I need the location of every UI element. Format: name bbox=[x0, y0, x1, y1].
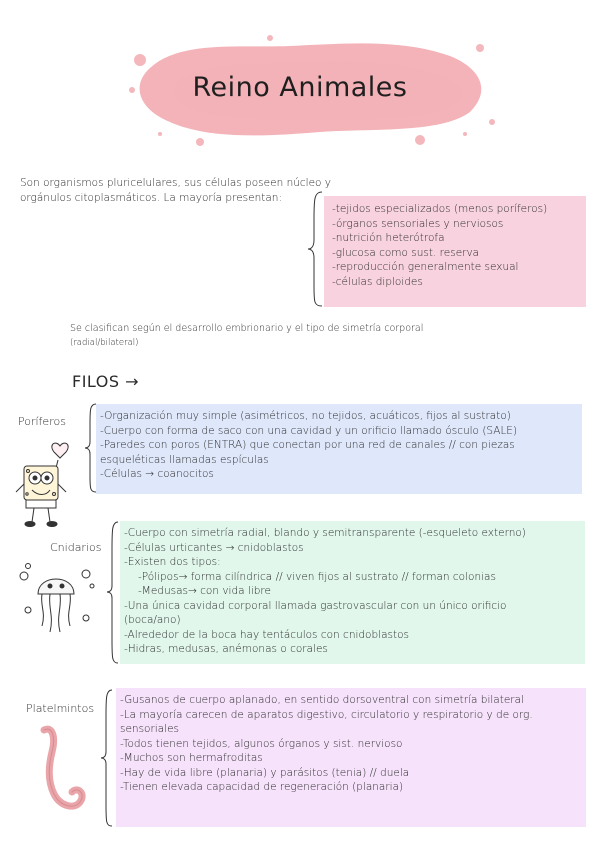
classification-text bbox=[70, 322, 490, 350]
feature-item: -tejidos especializados (menos poríferos) bbox=[332, 203, 548, 215]
classification-line: (radial/bilateral) bbox=[70, 338, 139, 348]
cnidarios-box bbox=[120, 521, 585, 664]
cnidarios-subtype: -Medusas→ con vida libre bbox=[138, 585, 271, 597]
cnidarios-line: -Hidras, medusas, anémonas o corales bbox=[124, 643, 328, 655]
phylum-label-cnidarios: Cnidarios bbox=[50, 541, 102, 554]
platelmintos-box bbox=[116, 688, 586, 827]
poriferos-line: esqueléticas llamadas espículas bbox=[100, 453, 269, 466]
cnidarios-line: (boca/ano) bbox=[124, 614, 181, 626]
feature-item: -reproducción generalmente sexual bbox=[332, 261, 519, 273]
feature-item: -nutrición heterótrofa bbox=[332, 232, 445, 244]
feature-item: -órganos sensoriales y nerviosos bbox=[332, 217, 504, 230]
platelmintos-line: -Muchos son hermafroditas bbox=[120, 752, 263, 764]
feature-item: -células diploides bbox=[332, 275, 423, 288]
intro-line: orgánulos citoplasmáticos. La mayoría presentan: bbox=[20, 191, 282, 204]
intro-line: Son organismos pluricelulares, sus células poseen núcleo y bbox=[20, 177, 332, 189]
worm-doodle-icon bbox=[30, 722, 96, 822]
platelmintos-line: -Todos tienen tejidos, algunos órganos y sist. nervioso bbox=[120, 737, 403, 750]
cnidarios-subtype: -Pólipos→ forma cilíndrica // viven fijos al sustrato // forman colonias bbox=[138, 570, 496, 583]
phylum-label-poriferos: Poríferos bbox=[18, 415, 66, 428]
poriferos-line: -Cuerpo con forma de saco con una cavidad y un orificio llamado ósculo (SALE) bbox=[100, 424, 518, 437]
cnidarios-line: -Una única cavidad corporal llamada gastrovascular con un único orificio bbox=[124, 599, 507, 612]
feature-item: -glucosa como sust. reserva bbox=[332, 246, 480, 259]
curly-brace bbox=[100, 688, 114, 828]
classification-line: Se clasifican según el desarrollo embrionario y el tipo de simetría corporal bbox=[70, 323, 424, 334]
poriferos-line: -Paredes con poros (ENTRA) que conectan por una red de canales // con piezas bbox=[100, 439, 515, 451]
cnidarios-line: -Cuerpo con simetría radial, blando y semitransparente (-esqueleto externo) bbox=[124, 527, 526, 539]
poriferos-line: -Organización muy simple (asimétricos, no tejidos, acuáticos, fijos al sustrato) bbox=[100, 410, 511, 422]
jellyfish-doodle-icon bbox=[14, 556, 100, 642]
platelmintos-line: -Tienen elevada capacidad de regeneración (planaria) bbox=[120, 781, 404, 793]
cnidarios-line: -Existen dos tipos: bbox=[124, 556, 221, 568]
platelmintos-line: -La mayoría carecen de aparatos digestivo, circulatorio y respiratorio y de org. bbox=[120, 708, 533, 721]
page-title: Reino Animales bbox=[192, 72, 408, 103]
platelmintos-line: -Gusanos de cuerpo aplanado, en sentido dorsoventral con simetría bilateral bbox=[120, 694, 524, 706]
sponge-doodle-icon bbox=[10, 436, 80, 532]
cnidarios-line: -Alrededor de la boca hay tentáculos con cnidoblastos bbox=[124, 628, 409, 641]
curly-brace bbox=[306, 190, 324, 308]
platelmintos-line: sensoriales bbox=[120, 723, 179, 735]
poriferos-box bbox=[96, 404, 582, 494]
features-box bbox=[324, 196, 586, 307]
cnidarios-line: -Células urticantes → cnidoblastos bbox=[124, 541, 304, 554]
phylum-label-platelmintos: Platelmintos bbox=[26, 702, 95, 715]
curly-brace bbox=[106, 520, 120, 665]
poriferos-line: -Células → coanocitos bbox=[100, 468, 214, 480]
filos-heading: FILOS → bbox=[72, 372, 140, 391]
platelmintos-line: -Hay de vida libre (planaria) y parásitos (tenia) // duela bbox=[120, 766, 410, 779]
